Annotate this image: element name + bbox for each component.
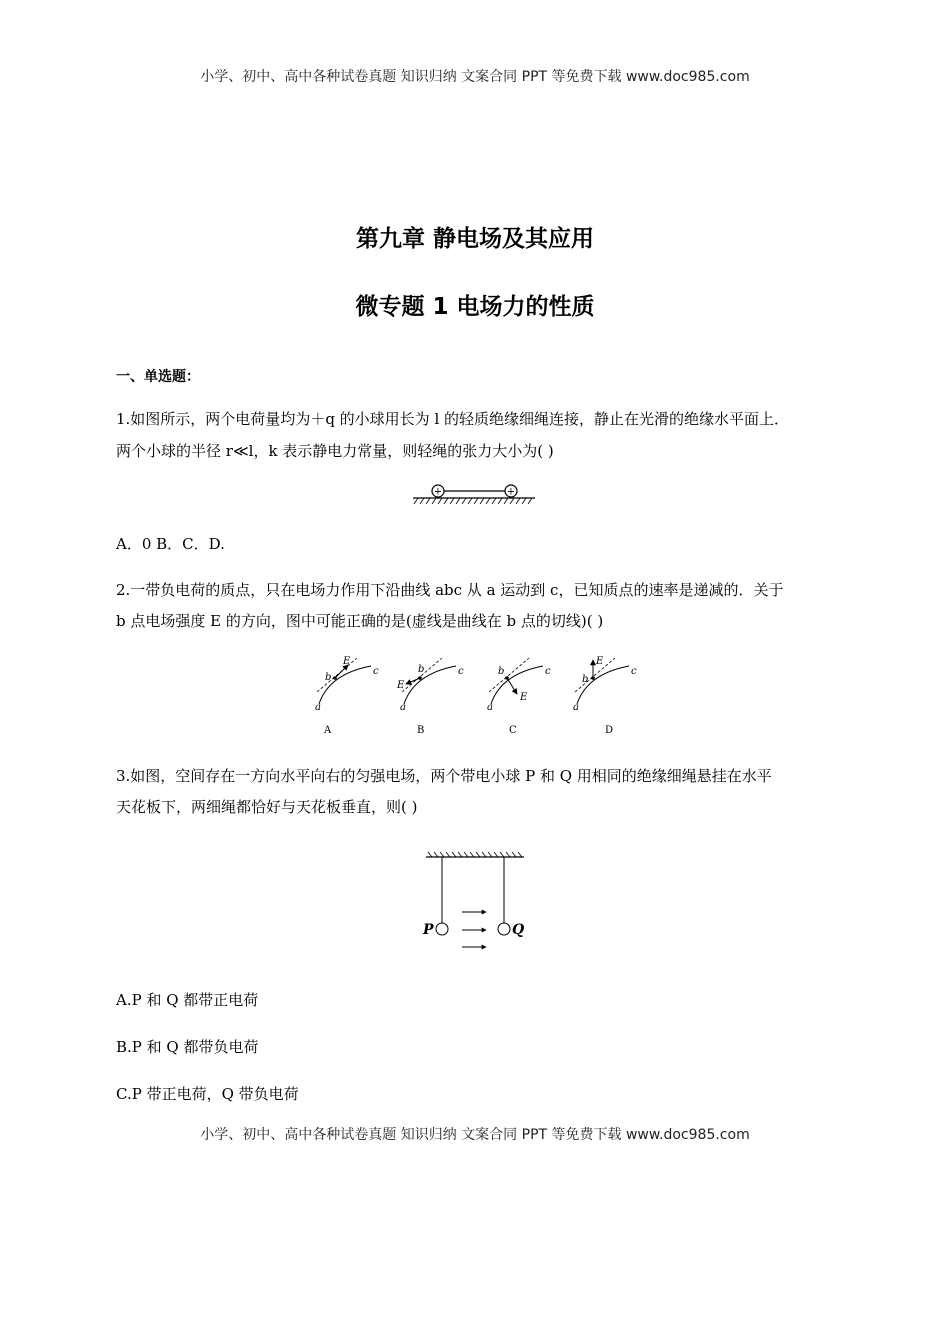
ceiling-hatching	[428, 852, 522, 857]
svg-text:c: c	[373, 666, 379, 677]
question-1-line-1: 1.如图所示，两个电荷量均为＋q 的小球用长为 l 的轻质绝缘细绳连接，静止在光滑的绝缘水平面上．	[116, 410, 790, 428]
svg-text:B: B	[417, 725, 425, 736]
question-3-option-c: C.P 带正电荷，Q 带负电荷	[116, 1085, 299, 1103]
panel-c	[487, 658, 551, 736]
svg-text:c: c	[545, 666, 551, 677]
question-3-line-1: 3.如图，空间存在一方向水平向右的匀强电场，两个带电小球 P 和 Q 用相同的绝缘细绳悬挂在水平	[116, 767, 772, 785]
svg-text:D: D	[605, 725, 614, 736]
svg-text:a: a	[315, 702, 321, 713]
svg-text:b: b	[418, 664, 425, 675]
panel-b	[396, 658, 464, 736]
charged-ball-right	[505, 485, 517, 498]
svg-text:E: E	[343, 656, 351, 667]
svg-text:c: c	[631, 666, 637, 677]
question-2-line-2: b 点电场强度 E 的方向，图中可能正确的是(虚线是曲线在 b 点的切线)( )	[116, 612, 604, 630]
question-1-line-2: 两个小球的半径 r≪l，k 表示静电力常量，则轻绳的张力大小为( )	[116, 442, 554, 460]
svg-text:Q: Q	[512, 922, 525, 938]
topic-title: 微专题 1 电场力的性质	[355, 294, 595, 320]
field-arrows	[462, 912, 486, 947]
charged-ball-left	[432, 485, 444, 498]
question-1-options: A．0 B．C．D.	[116, 535, 225, 553]
svg-text:a: a	[487, 702, 493, 713]
panel-a	[315, 656, 379, 736]
svg-text:b: b	[582, 674, 589, 685]
svg-text:b: b	[325, 672, 332, 683]
question-3-figure	[418, 848, 533, 958]
chapter-title: 第九章 静电场及其应用	[355, 226, 594, 252]
question-2-figure	[305, 652, 655, 742]
svg-text:E: E	[520, 692, 528, 703]
ball-p	[436, 923, 448, 935]
question-2-line-1: 2.一带负电荷的质点，只在电场力作用下沿曲线 abc 从 a 运动到 c，已知质点的速率是递减的．关于	[116, 581, 784, 599]
question-3-option-a: A.P 和 Q 都带正电荷	[116, 991, 259, 1009]
svg-text:A: A	[324, 725, 332, 736]
question-1-figure	[410, 480, 540, 510]
svg-text:P: P	[423, 922, 434, 938]
svg-text:c: c	[458, 666, 464, 677]
svg-text:b: b	[498, 666, 505, 677]
ground-hatching	[414, 498, 532, 504]
panel-d	[573, 656, 637, 736]
svg-text:a: a	[400, 702, 406, 713]
svg-text:E: E	[397, 680, 405, 691]
page-header-banner: 小学、初中、高中各种试卷真题 知识归纳 文案合同 PPT 等免费下载 www.doc985.com	[200, 69, 750, 85]
svg-text:+: +	[433, 486, 443, 498]
question-3-option-b: B.P 和 Q 都带负电荷	[116, 1038, 259, 1056]
svg-text:E: E	[596, 656, 604, 667]
svg-text:C: C	[509, 725, 517, 736]
section-heading: 一、单选题：	[116, 369, 200, 385]
page-footer-banner: 小学、初中、高中各种试卷真题 知识归纳 文案合同 PPT 等免费下载 www.doc985.com	[200, 1127, 750, 1143]
question-3-line-2: 天花板下，两细绳都恰好与天花板垂直，则( )	[116, 798, 418, 816]
ball-q	[498, 923, 510, 935]
svg-text:+: +	[506, 486, 516, 498]
svg-text:a: a	[573, 702, 579, 713]
